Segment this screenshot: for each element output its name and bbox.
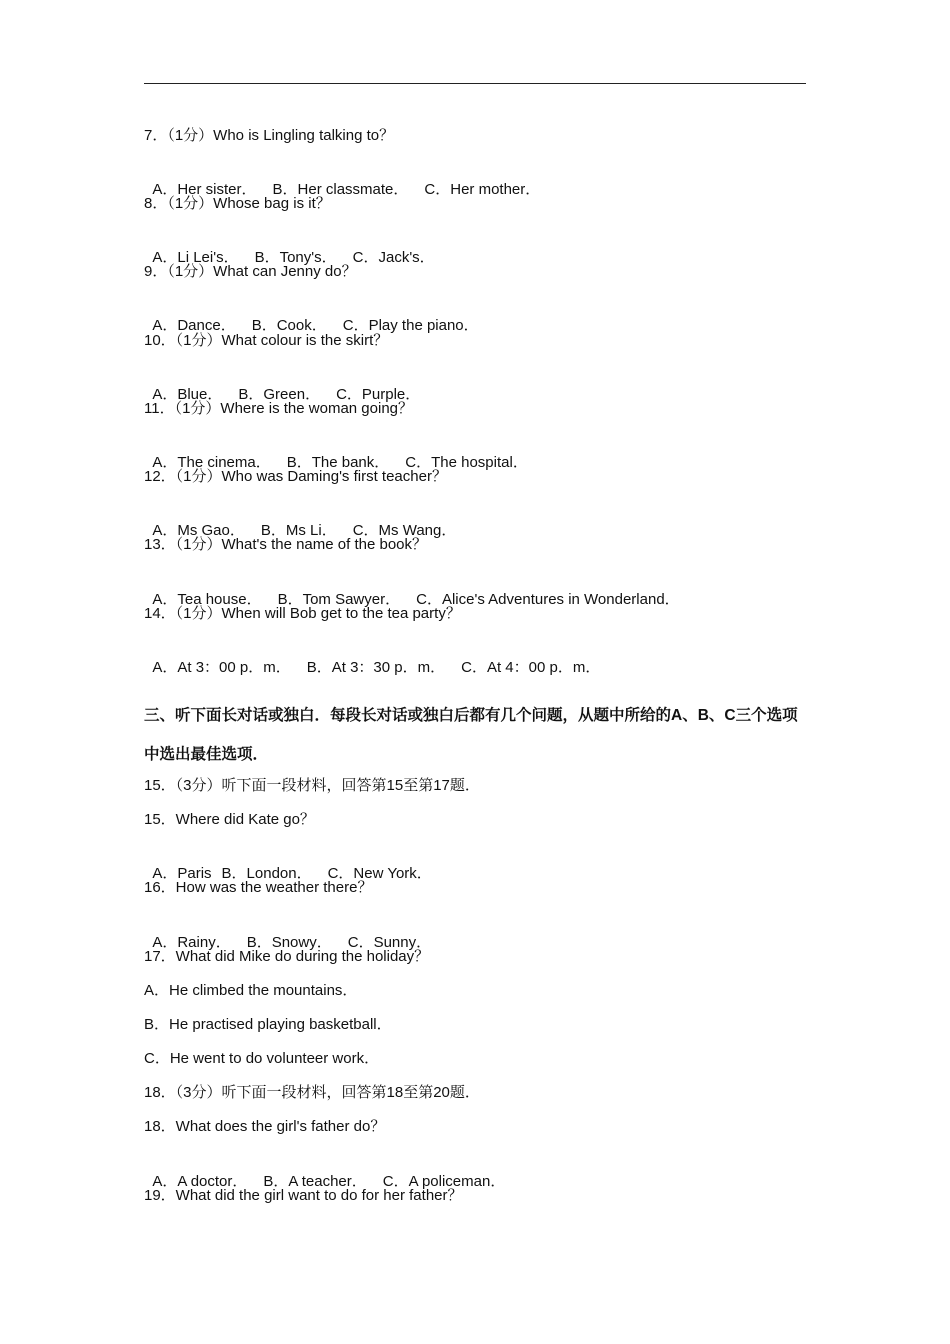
option-a: A．At 3：00 p．m． bbox=[152, 659, 291, 676]
option-c: C．Ms Wang． bbox=[352, 522, 457, 539]
option-a: A．Paris bbox=[152, 865, 212, 882]
option-a: A．The cinema． bbox=[152, 454, 271, 471]
question-18: 18．What does the girl's father do？ bbox=[144, 1118, 386, 1135]
option-c: C．Sunny． bbox=[347, 934, 432, 951]
option-b: B．London． bbox=[221, 865, 312, 882]
option-a: A．A doctor． bbox=[152, 1173, 248, 1190]
option-c: C．Alice's Adventures in Wonderland． bbox=[416, 591, 680, 608]
option-c: C．Purple． bbox=[336, 386, 421, 403]
option-b: B．A teacher． bbox=[263, 1173, 367, 1190]
question-16: 16．How was the weather there？ bbox=[144, 879, 373, 896]
option-a: A．Blue． bbox=[152, 386, 223, 403]
option-c: C．The hospital． bbox=[405, 454, 528, 471]
question-11: 11．（1分）Where is the woman going？ bbox=[144, 400, 414, 417]
option-b: B．Her classmate． bbox=[272, 181, 409, 198]
option-c: C．Play the piano． bbox=[342, 317, 479, 334]
options-13 bbox=[144, 570, 696, 608]
option-b: B．Tony's． bbox=[254, 249, 337, 266]
options-7 bbox=[144, 160, 556, 198]
question-10: 10．（1分）What colour is the skirt？ bbox=[144, 332, 389, 349]
question-13: 13．（1分）What's the name of the book？ bbox=[144, 536, 428, 553]
option-b: B．The bank． bbox=[286, 454, 390, 471]
section-3-heading: 三、听下面长对话或独白．每段长对话或独白后都有几个问题，从题中所给的A、B、C三个选项中选出最佳选项． bbox=[144, 707, 798, 763]
option-b: B．Ms Li． bbox=[260, 522, 337, 539]
option-17-b: B．He practised playing basketball． bbox=[144, 1016, 392, 1033]
option-a: A．Her sister． bbox=[152, 181, 257, 198]
option-17-c: C．He went to do volunteer work． bbox=[144, 1050, 380, 1067]
option-b: B．Snowy． bbox=[246, 934, 332, 951]
option-c: C．Jack's． bbox=[352, 249, 435, 266]
options-10 bbox=[144, 365, 436, 403]
options-8 bbox=[144, 228, 451, 266]
options-16 bbox=[144, 913, 447, 951]
option-a: A．Dance． bbox=[152, 317, 236, 334]
option-b: B．Cook． bbox=[251, 317, 327, 334]
option-a: A．Li Lei's． bbox=[152, 249, 239, 266]
options-18 bbox=[144, 1152, 521, 1190]
option-b: B．Green． bbox=[238, 386, 321, 403]
question-9: 9．（1分）What can Jenny do？ bbox=[144, 263, 357, 280]
group-18-intro: 18．（3分）听下面一段材料，回答第18至第20题． bbox=[144, 1084, 480, 1101]
question-15: 15．Where did Kate go？ bbox=[144, 811, 315, 828]
group-15-intro: 15．（3分）听下面一段材料，回答第15至第17题． bbox=[144, 777, 480, 794]
option-b: B．Tom Sawyer． bbox=[277, 591, 401, 608]
option-c: C．At 4：00 p．m． bbox=[461, 659, 601, 676]
option-17-a: A．He climbed the mountains． bbox=[144, 982, 358, 999]
options-11 bbox=[144, 433, 544, 471]
question-12: 12．（1分）Who was Daming's first teacher？ bbox=[144, 468, 447, 485]
option-c: C．A policeman． bbox=[382, 1173, 506, 1190]
options-15 bbox=[144, 844, 448, 882]
option-a: A．Tea house． bbox=[152, 591, 262, 608]
option-c: C．Her mother． bbox=[424, 181, 541, 198]
option-a: A．Rainy． bbox=[152, 934, 231, 951]
options-12 bbox=[144, 501, 472, 539]
question-7: 7．（1分）Who is Lingling talking to？ bbox=[144, 127, 395, 144]
option-b: B．At 3：30 p．m． bbox=[306, 659, 446, 676]
question-17: 17．What did Mike do during the holiday？ bbox=[144, 948, 430, 965]
header-rule bbox=[144, 83, 806, 84]
option-a: A．Ms Gao． bbox=[152, 522, 245, 539]
option-c: C．New York． bbox=[327, 865, 432, 882]
question-19: 19．What did the girl want to do for her father？ bbox=[144, 1187, 463, 1204]
question-8: 8．（1分）Whose bag is it？ bbox=[144, 195, 331, 212]
options-14 bbox=[144, 638, 616, 676]
options-9 bbox=[144, 296, 495, 334]
question-14: 14．（1分）When will Bob get to the tea party？ bbox=[144, 605, 461, 622]
